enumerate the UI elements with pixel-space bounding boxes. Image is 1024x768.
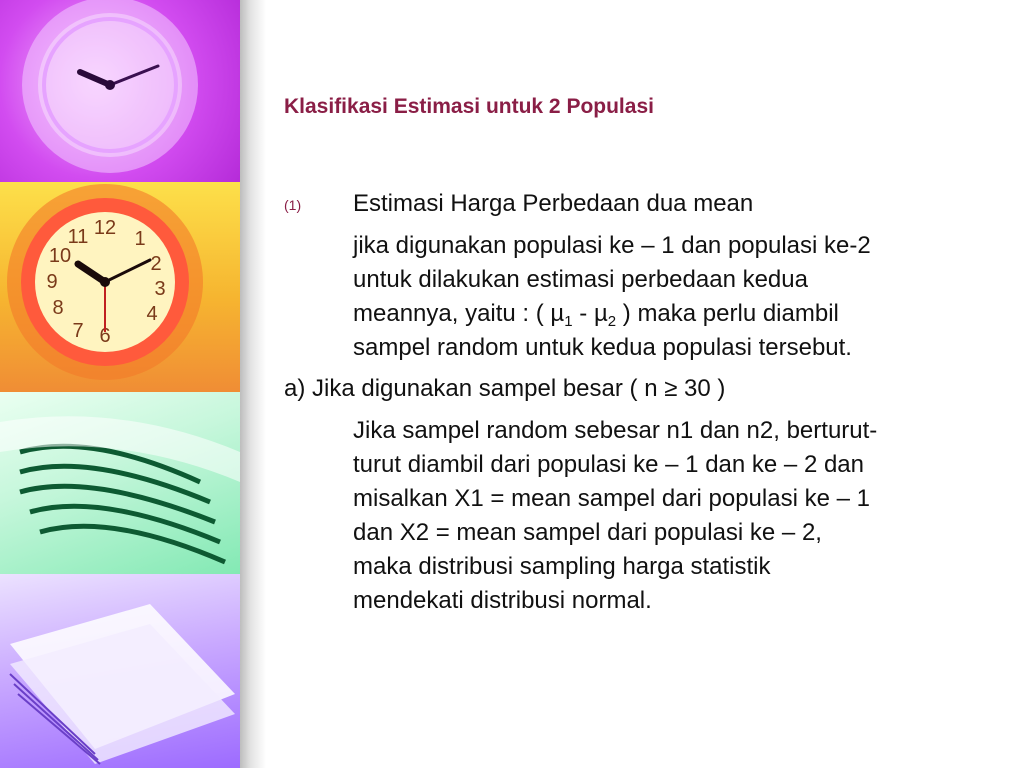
paragraph-line: sampel random untuk kedua populasi tersebut.	[353, 334, 852, 361]
formula-text: - µ	[572, 300, 608, 327]
books-icon	[0, 392, 240, 574]
svg-text:11: 11	[67, 226, 89, 248]
paragraph-line: Jika sampel random sebesar n1 dan n2, berturut-	[353, 417, 878, 444]
strip-shadow	[240, 0, 266, 768]
paragraph-line: mendekati distribusi normal.	[353, 587, 652, 614]
item-paragraph	[353, 229, 871, 365]
slide-title: Klasifikasi Estimasi untuk 2 Populasi	[284, 95, 654, 118]
item-heading: Estimasi Harga Perbedaan dua mean	[353, 190, 754, 217]
svg-text:7: 7	[72, 320, 84, 342]
svg-text:10: 10	[48, 245, 72, 267]
clock-icon	[0, 182, 240, 392]
svg-text:8: 8	[52, 297, 64, 319]
paragraph-line: untuk dilakukan estimasi perbedaan kedua	[353, 266, 808, 293]
svg-text:12: 12	[93, 217, 117, 239]
formula-line	[353, 297, 871, 331]
paragraph-line: jika digunakan populasi ke – 1 dan populasi ke-2	[353, 232, 871, 259]
decorative-image-strip	[0, 0, 240, 768]
clock-icon	[0, 0, 240, 182]
subitem-paragraph	[353, 414, 877, 618]
svg-text:6: 6	[99, 325, 111, 347]
formula-text: ) maka perlu diambil	[616, 300, 839, 327]
purple-books-panel	[0, 574, 240, 768]
subitem-label: a) Jika digunakan sampel besar ( n ≥ 30 )	[284, 375, 726, 402]
purple-clock-panel	[0, 0, 240, 182]
orange-clock-panel	[0, 182, 240, 392]
svg-text:1: 1	[134, 228, 146, 250]
svg-text:9: 9	[46, 271, 58, 293]
svg-text:3: 3	[154, 278, 166, 300]
books-icon	[0, 574, 240, 768]
svg-text:2: 2	[150, 253, 162, 275]
green-books-panel	[0, 392, 240, 574]
item-number: (1)	[284, 197, 302, 213]
paragraph-line: turut diambil dari populasi ke – 1 dan ke – 2 dan	[353, 451, 864, 478]
mu-subscript: 2	[607, 313, 617, 330]
svg-text:4: 4	[146, 303, 158, 325]
paragraph-line: maka distribusi sampling harga statistik	[353, 553, 771, 580]
formula-text: meannya, yaitu : ( µ	[353, 300, 565, 327]
paragraph-line: dan X2 = mean sampel dari populasi ke – 2,	[353, 519, 822, 546]
paragraph-line: misalkan X1 = mean sampel dari populasi ke – 1	[353, 485, 870, 512]
mu-subscript: 1	[564, 313, 573, 330]
